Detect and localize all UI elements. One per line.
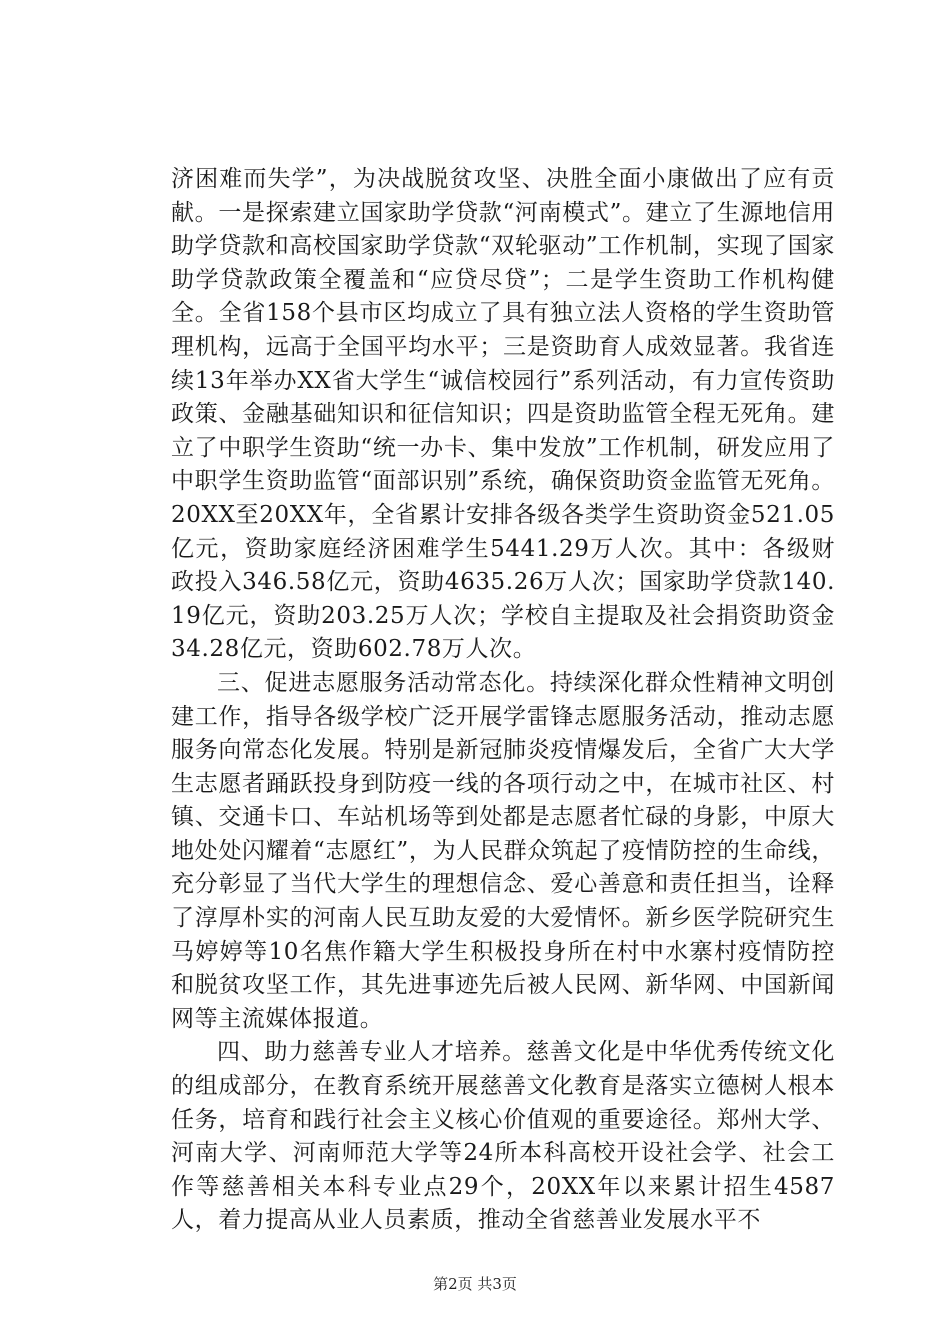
paragraph-charity-talent: 四、助力慈善专业人才培养。慈善文化是中华优秀传统文化的组成部分，在教育系统开展慈善文化教育是落实立德树人根本任务，培育和践行社会主义核心价值观的重要途径。郑州大学、河南大学、河南师范大学等24所本科高校开设社会学、社会工作等慈善相关本科专业点29个，20XX年以来累计招生4587人，着力提高从业人员素质，推动全省慈善业发展水平不 <box>171 1039 835 1234</box>
paragraph-volunteer-service: 三、促进志愿服务活动常态化。持续深化群众性精神文明创建工作，指导各级学校广泛开展学雷锋志愿服务活动，推动志愿服务向常态化发展。特别是新冠肺炎疫情爆发后，全省广大大学生志愿者踊跃投身到防疫一线的各项行动之中，在城市社区、村镇、交通卡口、车站机场等到处都是志愿者忙碌的身影，中原大地处处闪耀着“志愿红”，为人民群众筑起了疫情防控的生命线，充分彰显了当代大学生的理想信念、爱心善意和责任担当，诠释了淳厚朴实的河南人民互助友爱的大爱情怀。新乡医学院研究生马婷婷等10名焦作籍大学生积极投身所在村中水寨村疫情防控和脱贫攻坚工作，其先进事迹先后被人民网、新华网、中国新闻网等主流媒体报道。 <box>171 669 835 1032</box>
page-footer <box>0 1273 950 1294</box>
paragraph-funding-summary: 济困难而失学”，为决战脱贫攻坚、决胜全面小康做出了应有贡献。一是探索建立国家助学贷款“河南模式”。建立了生源地信用助学贷款和高校国家助学贷款“双轮驱动”工作机制，实现了国家助学贷款政策全覆盖和“应贷尽贷”；二是学生资助工作机构健全。全省158个县市区均成立了具有独立法人资格的学生资助管理机构，远高于全国平均水平；三是资助育人成效显著。我省连续13年举办XX省大学生“诚信校园行”系列活动，有力宣传资助政策、金融基础知识和征信知识；四是资助监管全程无死角。建立了中职学生资助“统一办卡、集中发放”工作机制，研发应用了中职学生资助监管“面部识别”系统，确保资助资金监管无死角。20XX至20XX年，全省累计安排各级各类学生资助资金521.05亿元，资助家庭经济困难学生5441.29万人次。其中：各级财政投入346.58亿元，资助4635.26万人次；国家助学贷款140.19亿元，资助203.25万人次；学校自主提取及社会捐资助资金34.28亿元，资助602.78万人次。 <box>171 166 835 663</box>
page-number-label: 第2页 共3页 <box>433 1275 517 1293</box>
document-body <box>171 163 835 1238</box>
